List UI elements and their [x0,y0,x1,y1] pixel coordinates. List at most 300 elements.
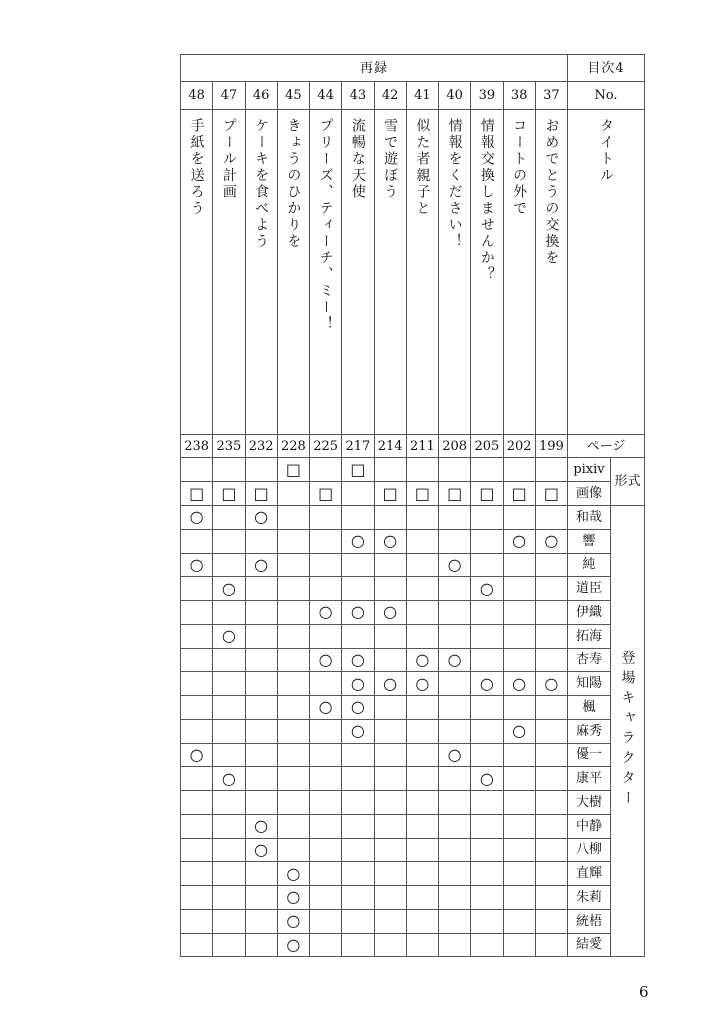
appearance-cell [342,577,374,601]
page-label-text: ページ [586,438,626,454]
appearance-circle: ○ [318,602,333,622]
appearance-cell [406,601,438,625]
character-name-text: 統梧 [575,913,602,929]
work-title [277,110,309,435]
appearance-cell [310,672,342,696]
section-label-text: 再録 [359,60,388,76]
appearance-cell [310,719,342,743]
appearance-cell [471,791,503,815]
work-title [310,110,342,435]
appearance-circle: ○ [350,649,365,669]
appearance-cell [310,601,342,625]
appearance-cell [342,648,374,672]
work-page-text: 238 [184,438,210,454]
work-title-text: コートの外で [511,118,528,217]
character-name-text: 響 [582,533,596,549]
appearance-cell [277,624,309,648]
format-pixiv-label-text: pixiv [573,462,605,477]
appearance-circle: ○ [286,887,301,907]
appearance-cell [406,743,438,767]
appearance-cell [245,506,277,530]
image-check-box: □ [447,483,463,503]
appearance-circle: ○ [479,673,494,693]
appearance-cell [213,791,245,815]
appearance-cell [213,529,245,553]
work-title [374,110,406,435]
work-page [213,435,245,458]
character-name-text: 直輝 [575,866,602,882]
appearance-cell [342,933,374,957]
appearance-cell [213,506,245,530]
character-name [568,909,611,933]
appearance-cell [374,672,406,696]
appearance-cell [245,601,277,625]
work-number-text: 42 [381,88,399,103]
work-number-text: 37 [543,88,560,103]
character-name-text: 八柳 [575,842,602,858]
appearance-cell [503,648,535,672]
character-name [568,506,611,530]
character-name-text: 道臣 [575,581,602,597]
appearance-circle: ○ [544,531,559,551]
pixiv-cell [213,458,245,482]
appearance-cell [439,814,471,838]
character-name-text: 楓 [582,699,596,715]
appearance-circle: ○ [447,649,462,669]
appearance-cell [374,862,406,886]
work-title-text: 情報交換しませんか？ [478,118,495,283]
appearance-cell [342,696,374,720]
format-image-label-text: 画像 [575,486,602,501]
image-cell [535,482,567,506]
appearance-circle: ○ [350,721,365,741]
work-number [245,82,277,110]
appearance-circle: ○ [447,554,462,574]
character-name [568,886,611,910]
appearance-cell [310,743,342,767]
image-cell [277,482,309,506]
appearance-cell [406,696,438,720]
appearance-cell [406,862,438,886]
appearance-cell [471,719,503,743]
image-check-box: □ [511,483,527,503]
character-name [568,791,611,815]
appearance-cell [503,886,535,910]
appearance-cell [374,648,406,672]
image-cell [374,482,406,506]
work-page [342,435,374,458]
appearance-cell [245,743,277,767]
appearance-cell [439,743,471,767]
appearance-cell [406,791,438,815]
appearance-cell [535,743,567,767]
appearance-cell [245,577,277,601]
appearance-circle: ○ [254,554,269,574]
work-title [342,110,374,435]
appearance-circle: ○ [189,507,204,527]
work-page [181,435,213,458]
appearance-circle: ○ [383,531,398,551]
appearance-cell [439,933,471,957]
appearance-cell [310,648,342,672]
appearance-cell [535,767,567,791]
appearance-cell [535,648,567,672]
appearance-cell [406,506,438,530]
character-name-text: 伊織 [575,604,602,620]
appearance-circle: ○ [512,721,527,741]
appearance-circle: ○ [254,816,269,836]
appearance-cell [245,696,277,720]
appearance-circle: ○ [254,507,269,527]
appearance-circle: ○ [221,578,236,598]
appearance-cell [503,909,535,933]
appearance-cell [471,814,503,838]
appearance-cell [181,719,213,743]
work-title [245,110,277,435]
appearance-cell [181,577,213,601]
characters-label-text: 登場キャラクター [619,649,636,810]
appearance-cell [406,529,438,553]
section-label [181,55,568,82]
character-name [568,933,611,957]
work-number [471,82,503,110]
appearance-cell [181,696,213,720]
appearance-circle: ○ [189,744,204,764]
pixiv-cell [374,458,406,482]
work-page-text: 202 [506,438,532,454]
toc-label-text: 目次4 [587,60,625,76]
appearance-circle: ○ [350,531,365,551]
character-name [568,696,611,720]
appearance-cell [213,719,245,743]
appearance-cell [471,529,503,553]
character-name [568,838,611,862]
format-label-text: 形式 [614,474,641,489]
image-check-box: □ [253,483,269,503]
work-number-text: 41 [414,88,431,103]
appearance-cell [535,909,567,933]
appearance-cell [310,506,342,530]
appearance-cell [277,909,309,933]
appearance-cell [439,577,471,601]
work-page-text: 214 [377,438,403,454]
work-title [439,110,471,435]
character-name-text: 結愛 [575,937,602,953]
appearance-circle: ○ [189,554,204,574]
appearance-cell [342,743,374,767]
character-name-text: 朱莉 [575,889,602,905]
appearance-cell [439,553,471,577]
character-name-text: 和哉 [575,509,602,525]
appearance-cell [406,886,438,910]
appearance-cell [245,791,277,815]
appearance-cell [245,933,277,957]
appearance-cell [374,696,406,720]
appearance-circle: ○ [286,934,301,954]
work-page [374,435,406,458]
page-number: 6 [639,983,649,1001]
appearance-cell [535,719,567,743]
work-page-text: 211 [409,438,435,454]
image-cell [471,482,503,506]
work-page [277,435,309,458]
appearance-cell [310,624,342,648]
appearance-cell [374,743,406,767]
work-title-text: 情報をください！ [446,118,463,250]
appearance-cell [439,506,471,530]
appearance-cell [535,886,567,910]
appearance-cell [342,601,374,625]
appearance-cell [535,672,567,696]
appearance-cell [181,624,213,648]
appearance-cell [342,838,374,862]
appearance-cell [310,814,342,838]
appearance-cell [406,577,438,601]
title-label-text: タイトル [598,118,614,184]
character-name-text: 純 [582,557,596,573]
appearance-cell [245,648,277,672]
appearance-cell [213,838,245,862]
format-image-label [568,482,611,506]
appearance-cell [310,886,342,910]
character-name [568,862,611,886]
appearance-cell [471,506,503,530]
pixiv-cell [535,458,567,482]
appearance-cell [342,624,374,648]
appearance-cell [535,838,567,862]
appearance-cell [374,553,406,577]
appearance-cell [535,791,567,815]
appearance-cell [245,838,277,862]
appearance-cell [245,624,277,648]
pixiv-cell [181,458,213,482]
work-number [439,82,471,110]
work-number [503,82,535,110]
appearance-circle: ○ [221,626,236,646]
appearance-cell [535,814,567,838]
appearance-cell [471,909,503,933]
appearance-cell [181,506,213,530]
appearance-cell [374,577,406,601]
appearance-circle: ○ [383,673,398,693]
image-cell [213,482,245,506]
appearance-cell [342,791,374,815]
appearance-cell [503,529,535,553]
appearance-cell [471,886,503,910]
work-page [503,435,535,458]
toc-table [180,54,645,957]
appearance-cell [310,553,342,577]
appearance-cell [503,743,535,767]
work-page-text: 205 [474,438,500,454]
character-name-text: 拓海 [575,628,602,644]
work-number [213,82,245,110]
image-check-box: □ [382,483,398,503]
page-label [568,435,645,458]
appearance-cell [374,506,406,530]
work-number [535,82,567,110]
appearance-cell [277,767,309,791]
appearance-cell [471,553,503,577]
appearance-cell [471,577,503,601]
image-cell [181,482,213,506]
appearance-cell [342,529,374,553]
image-cell [406,482,438,506]
appearance-circle: ○ [221,768,236,788]
appearance-cell [245,814,277,838]
work-page [535,435,567,458]
character-name [568,529,611,553]
character-name [568,601,611,625]
appearance-cell [213,886,245,910]
appearance-cell [342,506,374,530]
appearance-cell [471,838,503,862]
appearance-cell [503,862,535,886]
appearance-cell [213,743,245,767]
appearance-cell [277,862,309,886]
work-title-text: 雪で遊ぼう [382,118,399,201]
appearance-cell [503,719,535,743]
pixiv-check-box: □ [285,459,301,479]
format-pixiv-label [568,458,611,482]
appearance-circle: ○ [544,673,559,693]
appearance-cell [245,909,277,933]
appearance-circle: ○ [350,673,365,693]
appearance-cell [471,862,503,886]
appearance-cell [181,933,213,957]
image-cell [342,482,374,506]
pixiv-cell [439,458,471,482]
appearance-cell [342,814,374,838]
appearance-cell [310,696,342,720]
work-number-text: 47 [220,88,238,103]
character-name-text: 知陽 [575,676,602,692]
image-check-box: □ [221,483,237,503]
character-name [568,719,611,743]
pixiv-check-box: □ [350,459,366,479]
appearance-cell [374,529,406,553]
appearance-cell [439,767,471,791]
appearance-cell [277,529,309,553]
appearance-cell [310,838,342,862]
work-title-text: 流暢な天使 [349,118,366,201]
appearance-cell [374,601,406,625]
pixiv-cell [406,458,438,482]
character-name [568,624,611,648]
appearance-cell [374,719,406,743]
character-name [568,648,611,672]
appearance-cell [181,838,213,862]
work-number [277,82,309,110]
appearance-cell [181,791,213,815]
work-number-text: 45 [285,88,302,103]
work-number [342,82,374,110]
appearance-cell [471,696,503,720]
appearance-cell [471,624,503,648]
appearance-cell [213,648,245,672]
appearance-cell [310,933,342,957]
work-title-text: 似た者親子と [414,118,431,217]
appearance-cell [181,553,213,577]
image-check-box: □ [479,483,495,503]
work-title [406,110,438,435]
appearance-cell [181,862,213,886]
appearance-circle: ○ [318,649,333,669]
image-cell [439,482,471,506]
appearance-cell [277,838,309,862]
character-name [568,743,611,767]
appearance-cell [277,577,309,601]
format-label [611,458,645,506]
appearance-circle: ○ [286,911,301,931]
appearance-cell [245,529,277,553]
image-cell [503,482,535,506]
pixiv-cell [342,458,374,482]
appearance-cell [471,743,503,767]
character-name-text: 中静 [575,818,602,834]
appearance-cell [277,696,309,720]
appearance-cell [277,601,309,625]
appearance-cell [503,696,535,720]
image-check-box: □ [189,483,205,503]
image-check-box: □ [318,483,334,503]
appearance-cell [213,672,245,696]
pixiv-cell [471,458,503,482]
appearance-cell [439,909,471,933]
appearance-cell [310,767,342,791]
appearance-cell [245,886,277,910]
appearance-cell [503,601,535,625]
work-title [181,110,213,435]
appearance-cell [213,601,245,625]
work-title [503,110,535,435]
appearance-cell [310,862,342,886]
appearance-circle: ○ [479,768,494,788]
work-page-text: 228 [280,438,306,454]
work-title-text: プリーズ、ティーチ、ミー！ [317,118,334,333]
appearance-cell [181,814,213,838]
work-page [439,435,471,458]
appearance-cell [439,624,471,648]
appearance-cell [374,886,406,910]
appearance-cell [374,814,406,838]
appearance-cell [406,624,438,648]
character-name [568,814,611,838]
appearance-cell [503,933,535,957]
work-number [181,82,213,110]
character-name-text: 大樹 [575,794,602,810]
appearance-cell [277,553,309,577]
appearance-cell [181,672,213,696]
appearance-cell [277,743,309,767]
character-name [568,553,611,577]
appearance-cell [181,886,213,910]
appearance-cell [406,909,438,933]
appearance-cell [406,553,438,577]
appearance-cell [503,838,535,862]
appearance-circle: ○ [512,531,527,551]
appearance-cell [535,577,567,601]
appearance-cell [471,648,503,672]
work-number-text: 39 [478,88,496,103]
appearance-cell [439,696,471,720]
appearance-cell [439,886,471,910]
pixiv-cell [277,458,309,482]
appearance-cell [503,672,535,696]
appearance-cell [310,909,342,933]
work-title-text: 手紙を送ろう [188,118,205,217]
appearance-cell [277,648,309,672]
